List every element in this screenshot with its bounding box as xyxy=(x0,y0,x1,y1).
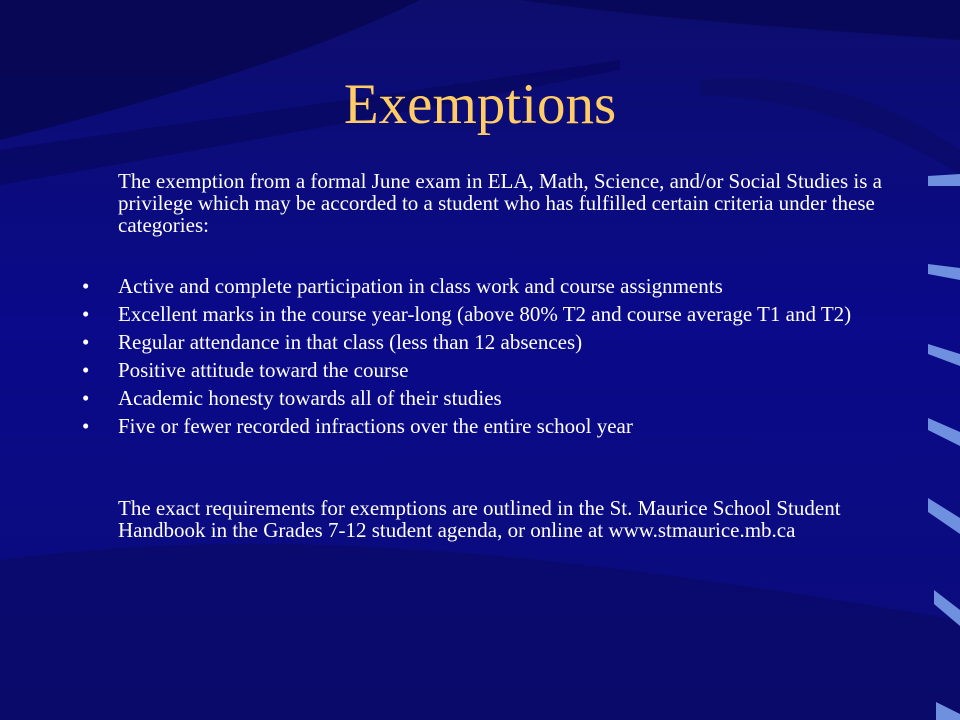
decor-tick xyxy=(928,174,960,186)
bullet-dot: • xyxy=(82,414,90,438)
decor-sweep xyxy=(0,544,960,720)
outro-paragraph: The exact requirements for exemptions are outlined in the St. Maurice School Student Handbook in the Grades 7-12 student agenda, or online at www.stmaurice.mb.ca xyxy=(118,496,841,542)
bullet-dot: • xyxy=(82,330,90,354)
bullet-dot: • xyxy=(82,302,90,326)
bullet-dot: • xyxy=(82,274,90,298)
list-item-text: Regular attendance in that class (less than 12 absences) xyxy=(118,330,583,354)
list-item-text: Five or fewer recorded infractions over the entire school year xyxy=(118,414,633,438)
decor-tick xyxy=(928,264,960,280)
decor-tick xyxy=(928,498,960,534)
list-item xyxy=(82,303,882,325)
list-item-text: Positive attitude toward the course xyxy=(118,358,409,382)
list-item-text: Academic honesty towards all of their studies xyxy=(118,386,502,410)
criteria-list xyxy=(82,275,882,443)
list-item xyxy=(82,331,882,353)
list-item xyxy=(82,387,882,409)
intro-paragraph: The exemption from a formal June exam in ELA, Math, Science, and/or Social Studies is a privilege which may be accorded to a student who has fulfilled certain criteria under these categories: xyxy=(118,169,882,237)
decor-tick xyxy=(928,418,960,446)
list-item-text: Excellent marks in the course year-long (above 80% T2 and course average T1 and T2) xyxy=(118,302,852,326)
list-item xyxy=(82,415,882,437)
list-item xyxy=(82,359,882,381)
slide-title: Exemptions xyxy=(343,73,617,136)
list-item xyxy=(82,275,882,297)
decor-sweep xyxy=(520,0,960,40)
bullet-dot: • xyxy=(82,386,90,410)
bullet-dot: • xyxy=(82,358,90,382)
list-item-text: Active and complete participation in class work and course assignments xyxy=(118,274,723,298)
decor-tick xyxy=(928,344,960,366)
